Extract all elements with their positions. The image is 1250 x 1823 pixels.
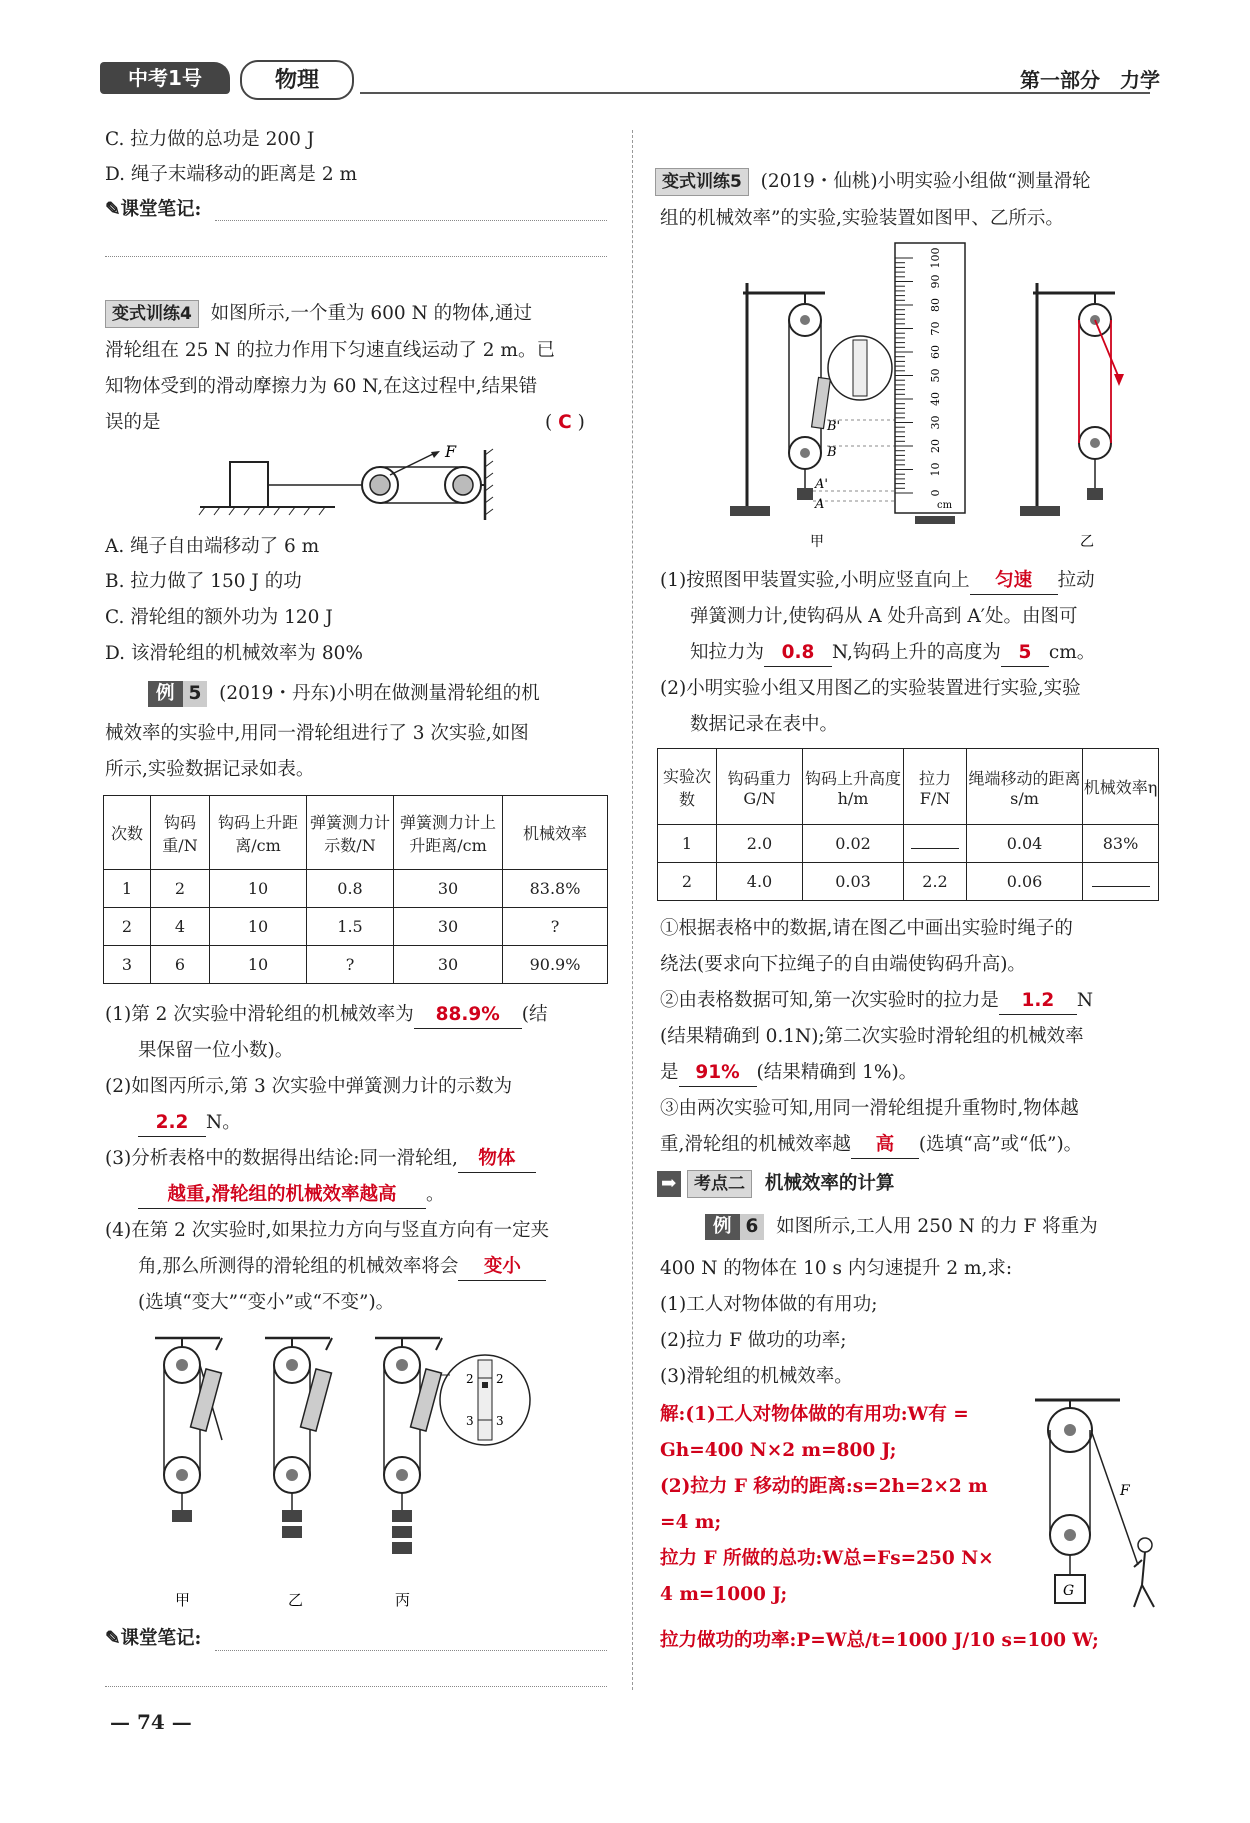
ex5-q3-answer2: 越重,滑轮组的机械效率越高 [138,1182,426,1209]
v4-line3: 知物体受到的滑动摩擦力为 60 N,在这过程中,结果错 [105,376,538,397]
kp2-tag: 考点二 [687,1170,752,1198]
setup-jia [155,1338,222,1522]
v5-s1: ①根据表格中的数据,请在图乙中画出实验时绳子的 [660,918,1073,939]
v5-q2-cont: 数据记录在表中。 [690,714,839,735]
ex6-solution-2: Gh=400 N×2 m=800 J; [660,1440,897,1461]
table-header: 钩码上升距离/cm [210,796,307,870]
ex5-pulley-figure [140,1330,570,1610]
v5-q1-cont: 弹簧测力计,使钩码从 A 处升高到 A′处。由图可 [690,606,1078,627]
ex6-num: 6 [740,1214,765,1240]
v5-table [657,748,1159,901]
table-row: 2 4.0 0.03 2.2 0.06 [658,863,1159,901]
v5-s2-answer2: 91% [679,1060,757,1087]
table-header: 机械效率η [1083,749,1159,825]
table-row: 1 2 10 0.8 30 83.8% [104,870,608,908]
ex5-q1: (1)第 2 次实验中滑轮组的机械效率为 88.9% (结 [105,1002,547,1029]
ex6-solution-1: 解:(1)工人对物体做的有用功:W有 = [660,1404,969,1425]
ex6-q2: (2)拉力 F 做功的功率; [660,1330,847,1351]
ex6-line1: 例 6 如图所示,工人用 250 N 的力 F 将重为 [705,1214,1098,1240]
ruler-unit: cm [937,500,953,511]
fig-label-yi: 乙 [288,1591,304,1609]
scale-mark: 2 [466,1372,474,1386]
ruler-label: 100 [929,247,942,269]
ex5-q1-cont: 果保留一位小数)。 [138,1040,294,1061]
v5-q1-answer1: 匀速 [970,568,1058,595]
notes-label-2: ✎课堂笔记: [105,1628,202,1649]
ex5-q3: (3)分析表格中的数据得出结论:同一滑轮组, 物体 [105,1146,536,1173]
v5-s3-answer: 高 [851,1132,919,1159]
v5-figure [725,238,1145,558]
notes-line [105,1686,607,1687]
ex5-q3-answer1: 物体 [458,1146,536,1173]
table-header: 机械效率 [503,796,608,870]
page-number: — 74 — [110,1710,192,1734]
table-row: 2 4 10 1.5 30 ? [104,908,608,946]
kp2-title: 机械效率的计算 [764,1173,895,1194]
table-header: 次数 [104,796,151,870]
notes-line [215,1650,607,1651]
ex5-q1-answer: 88.9% [414,1002,522,1029]
v5-s1-cont: 绕法(要求向下拉绳子的自由端使钩码升高)。 [660,954,1026,975]
section-title: 第一部分 力学 [1020,68,1160,92]
ex5-num: 5 [183,681,208,707]
ruler-label: 40 [929,392,942,406]
v4-option-d: D. 该滑轮组的机械效率为 80% [105,643,363,664]
ex5-line1: 例 5 (2019・丹东)小明在做测量滑轮组的机 [148,681,540,707]
v4-option-c: C. 滑轮组的额外功为 120 J [105,607,333,628]
v4-force-label: F [445,445,457,461]
ruler-label: 0 [929,489,942,497]
v5-q1: (1)按照图甲装置实验,小明应竖直向上 匀速 拉动 [660,568,1095,595]
prev-option-c: C. 拉力做的总功是 200 J [105,129,315,150]
v4-line1: 变式训练4 如图所示,一个重为 600 N 的物体,通过 [105,300,532,328]
ex5-q2-cont: 2.2 N。 [138,1110,241,1137]
subject-text: 物理 [274,67,319,93]
ex6-force-label: F [1120,1483,1130,1499]
ex6-solution-6: 4 m=1000 J; [660,1584,788,1605]
ex5-q4-options: (选填“变大”“变小”或“不变”)。 [138,1292,395,1313]
ex6-solution-7: 拉力做功的功率:P=W总/t=1000 J/10 s=100 W; [660,1630,1099,1651]
brand-logo [100,62,230,94]
v4-line4: 误的是 [105,412,161,433]
table-header: 钩码重力G/N [717,749,803,825]
pencil-icon: ✎ [105,1628,121,1649]
v5-q1-answer3: 5 [1001,640,1049,667]
ex5-q4-cont: 角,那么所测得的滑轮组的机械效率将会 变小 [138,1254,546,1281]
ex6-tag: 例 [705,1214,740,1240]
ex6-weight-label: G [1063,1583,1075,1599]
ruler-label: 30 [929,415,942,430]
notes-label: ✎课堂笔记: [105,199,202,220]
ex6-solution-4: =4 m; [660,1512,722,1533]
ruler-label: 10 [929,462,942,477]
table-header: 绳端移动的距离s/m [967,749,1083,825]
notes-line [105,256,607,257]
setup-bing [375,1338,530,1554]
ex5-line3: 所示,实验数据记录如表。 [105,759,315,780]
v5-line2: 组的机械效率”的实验,实验装置如图甲、乙所示。 [660,208,1064,229]
ex6-solution-5: 拉力 F 所做的总功:W总=Fs=250 N× [660,1548,994,1569]
pencil-icon: ✎ [105,199,121,220]
table-header: 钩码重/N [151,796,210,870]
prev-option-d: D. 绳子末端移动的距离是 2 m [105,164,358,185]
v5-q1-cont2: 知拉力为 0.8 N,钩码上升的高度为 5 cm。 [690,640,1095,667]
notes-line [215,220,607,221]
scale-mark: 3 [496,1414,504,1428]
fig-label-yi: 乙 [1080,534,1094,550]
v5-q1-answer2: 0.8 [764,640,832,667]
table-row: 1 2.0 0.02 0.04 83% [658,825,1159,863]
ruler-label: 70 [929,321,942,336]
ex6-q3: (3)滑轮组的机械效率。 [660,1366,853,1387]
ex5-table [103,795,608,984]
kp2-heading [657,1170,894,1198]
scale-mark: 3 [466,1414,474,1428]
v4-tag: 变式训练4 [105,300,199,328]
ruler-label: 90 [929,274,942,289]
ex5-q2: (2)如图丙所示,第 3 次实验中弹簧测力计的示数为 [105,1076,513,1097]
ex5-q3-cont: 越重,滑轮组的机械效率越高 。 [138,1182,445,1209]
ruler-label: 50 [929,368,942,383]
ex5-q4: (4)在第 2 次实验时,如果拉力方向与竖直方向有一定夹 [105,1220,550,1241]
subject-badge [240,60,354,100]
fig-label-jia: 甲 [810,534,824,550]
point-label: B' [827,419,841,434]
v5-s2-answer1: 1.2 [999,988,1077,1015]
table-row: 3 6 10 ? 30 90.9% [104,946,608,984]
v4-answer: ( C ) [545,412,585,433]
point-label: B [827,445,837,460]
v5-tag: 变式训练5 [655,168,749,196]
v4-option-b: B. 拉力做了 150 J 的功 [105,571,302,592]
v5-q2: (2)小明实验小组又用图乙的实验装置进行实验,实验 [660,678,1081,699]
column-divider [632,130,633,1690]
v4-figure [195,445,515,525]
v5-s2: ②由表格数据可知,第一次实验时的拉力是 1.2 N [660,988,1093,1015]
ex5-line2: 械效率的实验中,用同一滑轮组进行了 3 次实验,如图 [105,723,529,744]
v4-option-a: A. 绳子自由端移动了 6 m [105,536,320,557]
brand-text: 中考1号 [128,66,202,90]
scale-mark: 2 [496,1372,504,1386]
table-header: 实验次数 [658,749,717,825]
v5-s3-cont: 重,滑轮组的机械效率越 高 (选填“高”或“低”)。 [660,1132,1082,1159]
table-header: 弹簧测力计示数/N [307,796,394,870]
table-header: 钩码上升高度h/m [803,749,904,825]
ex6-solution-3: (2)拉力 F 移动的距离:s=2h=2×2 m [660,1476,988,1497]
ex5-q2-answer: 2.2 [138,1110,206,1137]
ruler-label: 20 [929,439,942,453]
ruler-label: 60 [929,345,942,359]
ex6-q1: (1)工人对物体做的有用功; [660,1294,878,1315]
v5-s3: ③由两次实验可知,用同一滑轮组提升重物时,物体越 [660,1098,1079,1119]
ex6-figure [1030,1395,1170,1625]
ruler-label: 80 [929,298,942,312]
table-header: 拉力F/N [904,749,967,825]
v5-s2-cont2: 是 91% (结果精确到 1%)。 [660,1060,917,1087]
setup-yi [265,1338,332,1538]
header-bar [100,60,1160,100]
v5-s2-cont: (结果精确到 0.1N);第二次实验时滑轮组的机械效率 [660,1026,1084,1047]
ex5-q4-answer: 变小 [458,1254,546,1281]
v5-line1: 变式训练5 (2019・仙桃)小明实验小组做“测量滑轮 [655,168,1091,196]
ex5-tag: 例 [148,681,183,707]
fig-label-bing: 丙 [395,1591,411,1609]
worker-icon [1138,1538,1152,1552]
arrow-icon: ➡ [657,1171,681,1197]
table-header: 弹簧测力计上升距离/cm [394,796,503,870]
point-label: A [815,497,825,512]
ex6-line2: 400 N 的物体在 10 s 内匀速提升 2 m,求: [660,1258,1013,1279]
v4-line2: 滑轮组在 25 N 的拉力作用下匀速直线运动了 2 m。已 [105,340,555,361]
fig-label-jia: 甲 [175,1591,191,1609]
point-label: A' [815,477,828,492]
